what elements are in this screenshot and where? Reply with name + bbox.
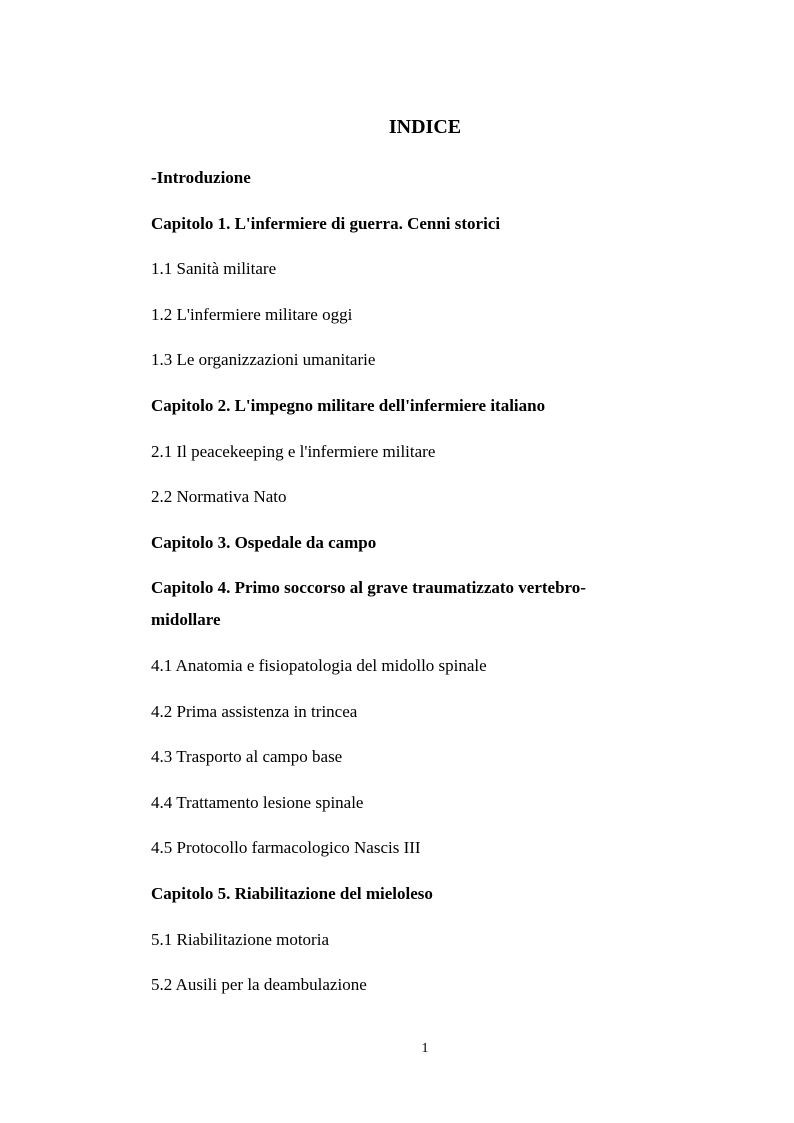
toc-section-4-3: 4.3 Trasporto al campo base — [151, 747, 343, 767]
toc-section-1-1: 1.1 Sanità militare — [151, 259, 277, 279]
toc-chapter-2: Capitolo 2. L'impegno militare dell'infermiere italiano — [151, 395, 546, 415]
toc-section-4-1: 4.1 Anatomia e fisiopatologia del midollo spinale — [151, 655, 487, 675]
toc-section-4-4: 4.4 Trattamento lesione spinale — [151, 792, 364, 812]
toc-chapter-1: Capitolo 1. L'infermiere di guerra. Cenni storici — [151, 213, 501, 233]
toc-entry-introduzione: -Introduzione — [151, 168, 251, 187]
toc-section-1-2: 1.2 L'infermiere militare oggi — [151, 304, 353, 324]
toc-chapter-3: Capitolo 3. Ospedale da campo — [151, 532, 377, 552]
toc-section-2-2: 2.2 Normativa Nato — [151, 487, 287, 507]
table-of-contents — [151, 162, 651, 1015]
toc-section-5-2: 5.2 Ausili per la deambulazione — [151, 975, 367, 995]
toc-section-1-3: 1.3 Le organizzazioni umanitarie — [151, 350, 376, 370]
toc-chapter-4: Capitolo 4. Primo soccorso al grave traumatizzato vertebro-midollare — [151, 578, 586, 630]
toc-chapter-5: Capitolo 5. Riabilitazione del mieloleso — [151, 883, 433, 903]
toc-section-5-1: 5.1 Riabilitazione motoria — [151, 929, 329, 949]
toc-section-2-1: 2.1 Il peacekeeping e l'infermiere militare — [151, 441, 436, 461]
page-number: 1 — [421, 1041, 429, 1056]
toc-section-4-2: 4.2 Prima assistenza in trincea — [151, 701, 358, 721]
page-title: INDICE — [388, 116, 462, 138]
toc-section-4-5: 4.5 Protocollo farmacologico Nascis III — [151, 838, 421, 858]
